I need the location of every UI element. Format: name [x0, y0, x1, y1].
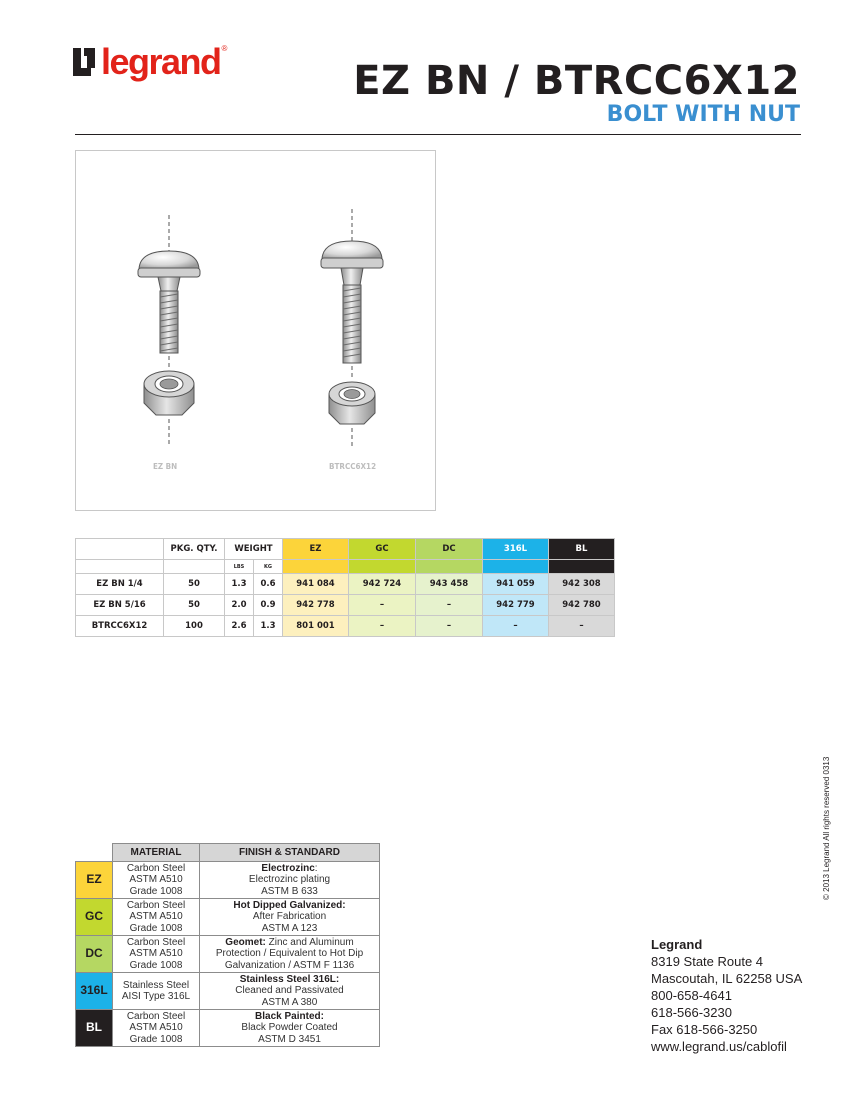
finish-code-316l: 316L [76, 973, 113, 1010]
table-row: BL Carbon Steel ASTM A510 Grade 1008 Black Painted: Black Powder Coated ASTM D 3451 [76, 1010, 380, 1047]
header-bl: BL [549, 539, 615, 560]
legrand-logo-mark-icon [73, 48, 95, 76]
table-row: EZ Carbon Steel ASTM A510 Grade 1008 Electrozinc: Electrozinc plating ASTM B 633 [76, 862, 380, 899]
header-weight: WEIGHT [225, 539, 283, 560]
phone-line: 800-658-4641 [651, 988, 732, 1003]
table-row: EZ BN 5/16 50 2.0 0.9 942 778 – – 942 779 942 780 [76, 595, 615, 616]
caption-ez-bn: EZ BN [153, 462, 178, 471]
ez-bn-nut-icon [144, 371, 194, 447]
legrand-logo [73, 42, 227, 82]
finish-code-bl: BL [76, 1010, 113, 1047]
subheader-lbs: LBS [225, 560, 254, 574]
subheader-kg: KG [254, 560, 283, 574]
header-gc: GC [349, 539, 416, 560]
table-row: GC Carbon Steel ASTM A510 Grade 1008 Hot Dipped Galvanized: After Fabrication ASTM A 123 [76, 899, 380, 936]
address-line: Mascoutah, IL 62258 USA [651, 971, 803, 986]
table-row: 316L Stainless Steel AISI Type 316L Stainless Steel 316L: Cleaned and Passivated ASTM A 380 [76, 973, 380, 1010]
product-illustration [75, 150, 436, 511]
btrcc6x12-nut-icon [329, 382, 375, 448]
brand-name: legrand [101, 41, 221, 82]
bolt-and-nut-illustration [76, 151, 435, 510]
address-line: 8319 State Route 4 [651, 954, 764, 969]
phone-line: 618-566-3230 [651, 1005, 732, 1020]
product-table-subheader [76, 560, 615, 574]
registered-mark: ® [221, 44, 228, 53]
page-title: EZ BN / BTRCC6X12 [353, 58, 800, 104]
caption-btrcc6x12: BTRCC6X12 [329, 462, 377, 471]
fax-line: Fax 618-566-3250 [651, 1022, 758, 1037]
ez-bn-bolt-icon [138, 215, 200, 369]
finish-code-gc: GC [76, 899, 113, 936]
table-row: BTRCC6X12 100 2.6 1.3 801 001 – – – – [76, 616, 615, 637]
header-dc: DC [416, 539, 483, 560]
finish-code-ez: EZ [76, 862, 113, 899]
product-table-header [76, 539, 615, 560]
copyright-notice: © 2013 Legrand All rights reserved 0313 [822, 756, 831, 900]
finish-code-dc: DC [76, 936, 113, 973]
header-finish-standard: FINISH & STANDARD [200, 844, 380, 862]
table-row: EZ BN 1/4 50 1.3 0.6 941 084 942 724 943 458 941 059 942 308 [76, 574, 615, 595]
company-address [651, 936, 802, 1055]
header-pkg-qty: PKG. QTY. [164, 539, 225, 560]
table-row: DC Carbon Steel ASTM A510 Grade 1008 Geomet: Zinc and Aluminum Protection / Equivalent to Hot Dip Galvanization / ASTM F 1136 [76, 936, 380, 973]
header-316l: 316L [483, 539, 549, 560]
website-link[interactable]: www.legrand.us/cablofil [651, 1039, 787, 1054]
header-ez: EZ [283, 539, 349, 560]
material-table-header [76, 844, 380, 862]
company-name: Legrand [651, 937, 703, 952]
product-table [75, 538, 615, 637]
material-finish-table [75, 843, 380, 1047]
header-material: MATERIAL [113, 844, 200, 862]
btrcc6x12-bolt-icon [321, 209, 383, 379]
header-blank [76, 539, 164, 560]
page-subtitle: BOLT WITH NUT [606, 102, 800, 127]
header-divider [75, 134, 801, 135]
